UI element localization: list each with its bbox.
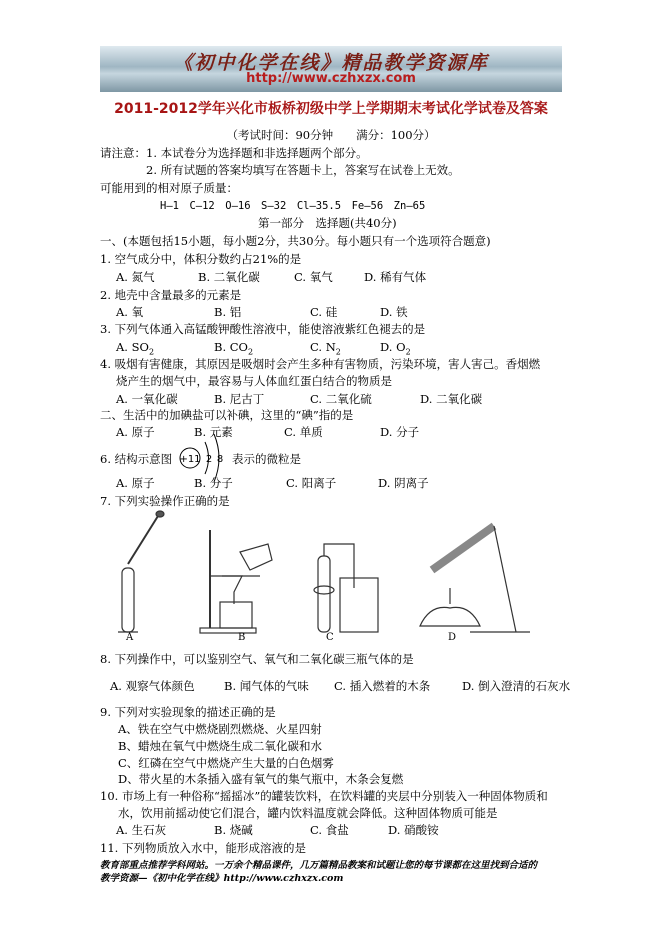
question-7-stem: 7. 下列实验操作正确的是 xyxy=(100,494,230,508)
question-9-stem: 9. 下列对实验现象的描述正确的是 xyxy=(100,705,276,719)
notice-1: 请注意：1. 本试卷分为选择题和非选择题两个部分。 xyxy=(100,146,368,160)
option-b[interactable]: B. 烧碱 xyxy=(214,823,253,837)
option-d[interactable]: D. 二氧化碳 xyxy=(420,392,483,406)
section1-instructions: 一、(本题包括15小题，每小题2分，共30分。每小题只有一个选项符合题意) xyxy=(100,234,491,248)
option-a[interactable]: A. 原子 xyxy=(116,476,155,490)
question-8-options xyxy=(110,679,570,693)
apparatus-c xyxy=(314,544,378,632)
option-d: D. $O_2$ xyxy=(380,340,411,357)
nucleus-label: +11 xyxy=(179,454,201,465)
option-a[interactable]: A. 一氧化碳 xyxy=(116,392,178,406)
question-4-options xyxy=(116,392,482,406)
option-c: C. $N_2$ xyxy=(310,340,341,357)
option-a[interactable]: A. 原子 xyxy=(116,425,155,439)
question-10-options xyxy=(116,823,439,837)
option-c[interactable]: C. 食盐 xyxy=(310,823,349,837)
option-a[interactable]: A. 氧 xyxy=(116,305,144,319)
option-b[interactable]: B. 铝 xyxy=(214,305,242,319)
figure-label-a: A xyxy=(126,632,134,643)
question-1-stem: 1. 空气成分中，体积分数约占21%的是 xyxy=(100,252,302,266)
option-b[interactable]: B. 尼古丁 xyxy=(214,392,265,406)
question-10-stem: 10. 市场上有一种俗称“摇摇冰”的罐装饮料，在饮料罐的夹层中分别装入一种固体物质和 xyxy=(100,789,548,803)
footer-line-1: 教育部重点推荐学科网站。一万余个精品课件，几万篇精品教案和试题让您的每节课都在这里找到合适的 xyxy=(100,860,538,871)
option-a[interactable]: A. 生石灰 xyxy=(116,823,167,837)
option-b: B. $CO_2$ xyxy=(214,340,254,357)
option-d[interactable]: D. 阴离子 xyxy=(378,476,429,490)
option-b[interactable]: B. 分子 xyxy=(194,476,233,490)
atomic-mass-label: 可能用到的相对原子质量： xyxy=(100,181,238,195)
question-4-stem: 4. 吸烟有害健康，其原因是吸烟时会产生多种有害物质，污染环境，害人害己。香烟燃 xyxy=(100,357,541,371)
question-9-option-b[interactable]: B、蜡烛在氧气中燃烧生成二氧化碳和水 xyxy=(118,739,322,753)
question-9-option-c[interactable]: C、红磷在空气中燃烧产生大量的白色烟雾 xyxy=(118,756,334,770)
question-1-options xyxy=(116,270,426,284)
question-4-stem-2: 烧产生的烟气中，最容易与人体血红蛋白结合的物质是 xyxy=(116,374,392,388)
option-c[interactable]: C. 阳离子 xyxy=(286,476,337,490)
apparatus-b xyxy=(200,530,272,633)
apparatus-a xyxy=(118,511,164,632)
option-a[interactable]: A. 观察气体颜色 xyxy=(110,679,195,693)
notice-2: 2. 所有试题的答案均填写在答题卡上，答案写在试卷上无效。 xyxy=(146,163,460,177)
option-a: A. $SO_2$ xyxy=(116,340,155,357)
question-3-stem: 3. 下列气体通入高锰酸钾酸性溶液中，能使溶液紫红色褪去的是 xyxy=(100,322,426,336)
question-5-options xyxy=(116,425,419,439)
question-6-options xyxy=(116,476,429,490)
option-c[interactable]: C. 氧气 xyxy=(294,270,333,284)
section2-stem: 二、生活中的加碘盐可以补碘，这里的“碘”指的是 xyxy=(100,408,354,422)
footer-line-2[interactable]: 教学资源—《初中化学在线》http://www.czhxzx.com xyxy=(100,873,344,884)
option-d[interactable]: D. 分子 xyxy=(380,425,420,439)
question-10-stem-2: 水，饮用前摇动使它们混合，罐内饮料温度就会降低。这种固体物质可能是 xyxy=(118,806,498,820)
option-b[interactable]: B. 二氧化碳 xyxy=(198,270,260,284)
exam-title: 2011-2012学年兴化市板桥初级中学上学期期末考试化学试卷及答案 xyxy=(114,101,548,117)
banner-url[interactable]: http://www.czhxzx.com xyxy=(246,71,416,86)
option-d[interactable]: D. 铁 xyxy=(380,305,408,319)
option-d[interactable]: D. 倒入澄清的石灰水 xyxy=(462,679,571,693)
part1-heading: 第一部分 选择题(共40分) xyxy=(258,216,397,230)
question-9-option-d[interactable]: D、带火星的木条插入盛有氧气的集气瓶中，木条会复燃 xyxy=(118,772,404,786)
question-11-stem: 11. 下列物质放入水中，能形成溶液的是 xyxy=(100,841,306,855)
banner-title: 《初中化学在线》精品教学资源库 xyxy=(173,52,489,74)
option-c[interactable]: C. 二氧化硫 xyxy=(310,392,372,406)
option-b[interactable]: B. 元素 xyxy=(194,425,233,439)
option-c[interactable]: C. 插入燃着的木条 xyxy=(334,679,431,693)
header-banner xyxy=(100,46,562,92)
question-6-stem-a: 6. 结构示意图 xyxy=(100,452,173,466)
figure-label-c: C xyxy=(326,632,334,643)
exam-time-info: （考试时间：90分钟 满分：100分） xyxy=(226,128,436,142)
question-9-option-a[interactable]: A、铁在空气中燃烧剧烈燃烧、火星四射 xyxy=(118,722,322,736)
question-2-options xyxy=(116,305,408,319)
figure-label-d: D xyxy=(448,632,457,643)
lab-apparatus-figure xyxy=(110,508,550,643)
option-d[interactable]: D. 硝酸铵 xyxy=(388,823,439,837)
option-a[interactable]: A. 氮气 xyxy=(116,270,155,284)
figure-label-b: B xyxy=(238,632,246,643)
shell-2-label: 8 xyxy=(216,454,224,465)
option-d[interactable]: D. 稀有气体 xyxy=(364,270,427,284)
question-6-stem-b: 表示的微粒是 xyxy=(232,452,301,466)
atomic-masses: H—1 C—12 O—16 S—32 Cl—35.5 Fe—56 Zn—65 xyxy=(160,200,426,212)
question-8-stem: 8. 下列操作中，可以鉴别空气、氧气和二氧化碳三瓶气体的是 xyxy=(100,652,414,666)
option-c[interactable]: C. 硅 xyxy=(310,305,338,319)
option-b[interactable]: B. 闻气体的气味 xyxy=(224,679,309,693)
option-c[interactable]: C. 单质 xyxy=(284,425,323,439)
apparatus-d xyxy=(420,526,530,632)
shell-1-label: 2 xyxy=(205,454,213,465)
question-2-stem: 2. 地壳中含量最多的元素是 xyxy=(100,288,242,302)
